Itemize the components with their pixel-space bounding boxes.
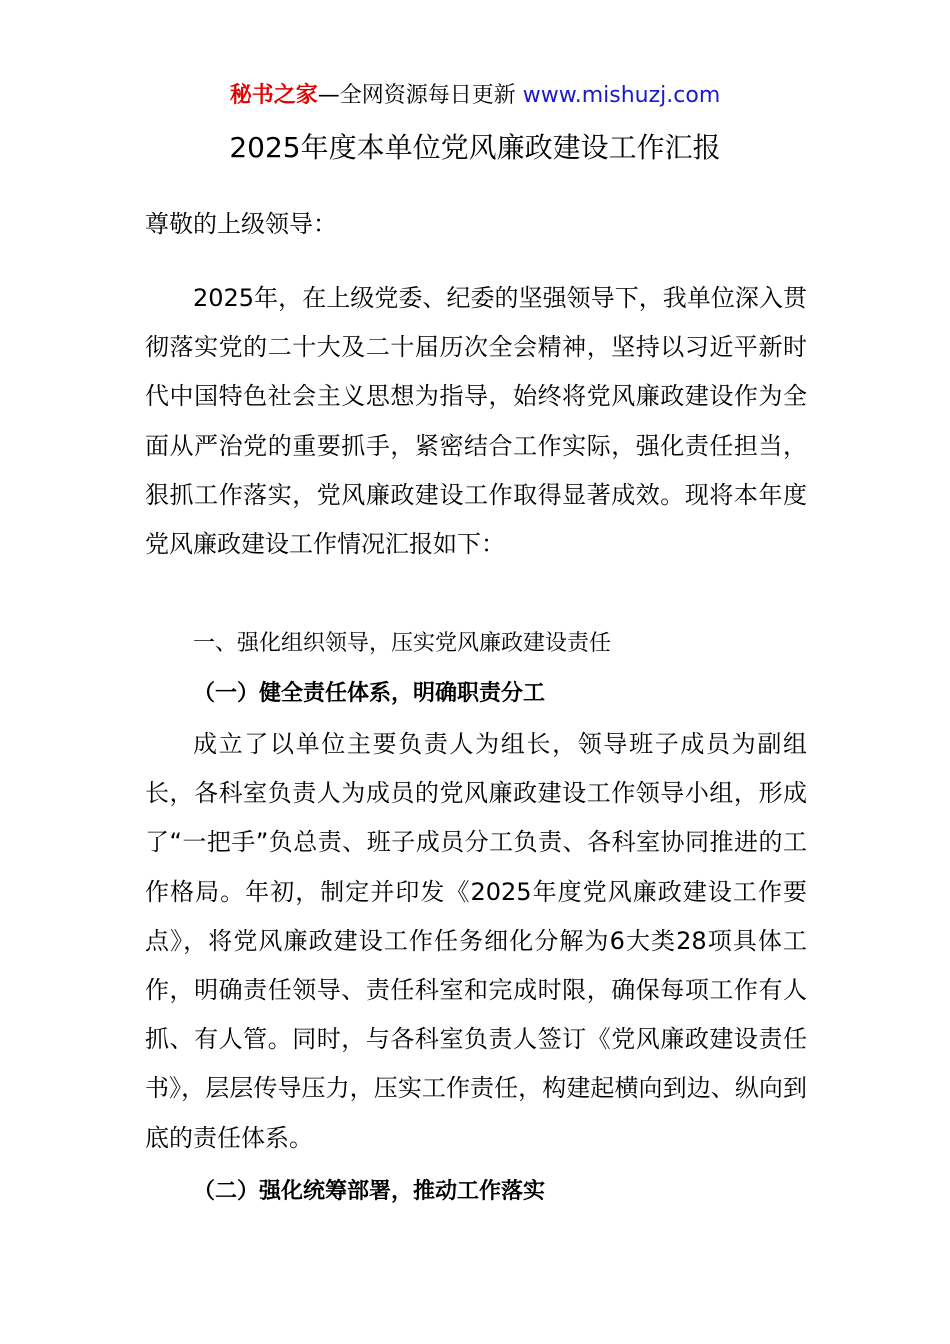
subsection-heading-1: （一）健全责任体系，明确职责分工 <box>193 681 546 706</box>
section-heading-1: 一、强化组织领导，压实党风廉政建设责任 <box>193 631 612 656</box>
subsection-1-paragraph: 成立了以单位主要负责人为组长，领导班子成员为副组长，各科室负责人为成员的党风廉政建设工作领导小组，形成了“一把手”负总责、班子成员分工负责、各科室协同推进的工作格局。年初，制定并印发《2025年度党风廉政建设工作要点》，将党风廉政建设工作任务细化分解为6大类28项具体工作，明确责任领导、责任科室和完成时限，确保每项工作有人抓、有人管。同时，与各科室负责人签订《党风廉政建设责任书》，层层传导压力，压实工作责任，构建起横向到边、纵向到底的责任体系。 <box>145 730 807 1152</box>
site-link[interactable]: www.mishuzj.com <box>515 83 721 108</box>
salutation: 尊敬的上级领导： <box>145 210 337 238</box>
header-dash: — <box>317 83 340 108</box>
document-title: 2025年度本单位党风廉政建设工作汇报 <box>229 131 721 164</box>
header-tagline: 全网资源每日更新 <box>339 83 516 108</box>
brand-name: 秘书之家 <box>229 83 318 108</box>
subsection-heading-2: （二）强化统筹部署，推动工作落实 <box>193 1179 546 1204</box>
site-header <box>0 80 950 112</box>
intro-paragraph: 2025年，在上级党委、纪委的坚强领导下，我单位深入贯彻落实党的二十大及二十届历次全会精神，坚持以习近平新时代中国特色社会主义思想为指导，始终将党风廉政建设作为全面从严治党的重要抓手，紧密结合工作实际，强化责任担当，狠抓工作落实，党风廉政建设工作取得显著成效。现将本年度党风廉政建设工作情况汇报如下： <box>145 284 807 559</box>
